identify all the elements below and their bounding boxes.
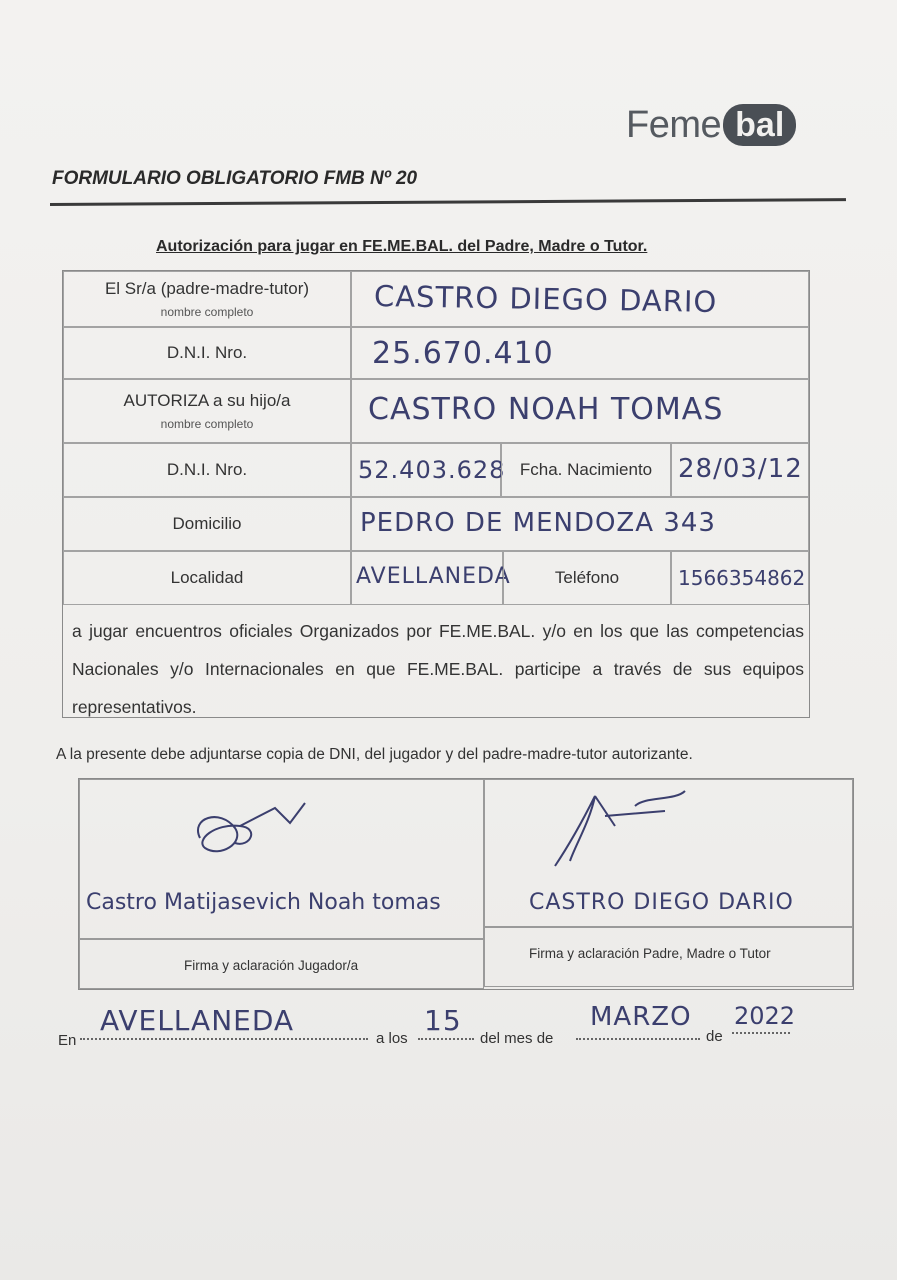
femebal-logo [626,98,796,152]
parent-caption-cell [484,927,853,987]
dni-label-cell [63,327,351,379]
tutor-label-cell [63,271,351,327]
hijo-label: AUTORIZA a su hijo/a [123,391,291,410]
domicilio-label: Domicilio [172,514,242,533]
dni-value: 25.670.410 [372,336,554,371]
parent-signature-cell[interactable] [484,779,853,927]
footer-a-los-label: a los [376,1030,408,1047]
footer-de-label: de [706,1028,723,1045]
fecha-value-cell[interactable] [671,443,809,497]
footer-year-value[interactable]: 2022 [734,1002,796,1030]
player-caption-cell [79,939,484,989]
title-rule [50,198,846,206]
dni2-label-cell [63,443,351,497]
form-subtitle: Autorización para jugar en FE.ME.BAL. del Padre, Madre o Tutor. [156,238,648,255]
player-signature-cell[interactable] [79,779,484,939]
authorization-paragraph: a jugar encuentros oficiales Organizados por FE.ME.BAL. y/o en los que las competencias Nacionales y/o Internacionales en que FE.ME.BAL. participe a través de sus equipos representativos. [72,621,804,717]
footer-month-value[interactable]: MARZO [590,1002,692,1032]
footer-place-value[interactable]: AVELLANEDA [100,1004,295,1037]
tutor-value: CASTRO DIEGO DARIO [373,279,718,319]
localidad-label-cell [63,551,351,605]
dni-value-cell[interactable] [351,327,809,379]
localidad-value-cell[interactable] [351,551,511,605]
tutor-value-cell[interactable] [351,271,809,327]
logo-text: Feme [626,103,722,146]
hijo-value: CASTRO NOAH TOMAS [368,392,724,427]
footer-day-value[interactable]: 15 [424,1004,462,1037]
dni2-label: D.N.I. Nro. [166,460,248,479]
fecha-value: 28/03/12 [678,454,803,484]
telefono-label: Teléfono [554,568,620,587]
footer-mes-label: del mes de [480,1030,554,1047]
fecha-label: Fcha. Nacimiento [519,460,653,479]
fecha-label-cell [501,443,671,497]
telefono-value: 1566354862 [678,566,806,590]
hijo-sublabel: nombre completo [160,417,254,431]
dni-label: D.N.I. Nro. [166,343,248,362]
dni2-value-cell[interactable] [351,443,506,497]
tutor-label: El Sr/a (padre-madre-tutor) [104,279,310,298]
hijo-label-cell [63,379,351,443]
attachment-note: A la presente debe adjuntarse copia de DNI, del jugador y del padre-madre-tutor autorizante. [56,746,693,763]
logo-pill: bal [723,104,796,146]
hijo-value-cell[interactable] [351,379,809,443]
player-signature-name: Castro Matijasevich Noah tomas [86,890,441,915]
form-title: FORMULARIO OBLIGATORIO FMB Nº 20 [52,168,418,189]
footer-en-label: En [58,1032,77,1049]
telefono-label-cell [503,551,671,605]
signature-table [78,778,854,990]
parent-signature-name: CASTRO DIEGO DARIO [529,890,794,915]
parent-signature-mark [545,786,695,876]
month-dotted-line [576,1032,700,1040]
telefono-value-cell[interactable] [671,551,809,605]
player-caption: Firma y aclaración Jugador/a [184,958,359,973]
domicilio-value-cell[interactable] [351,497,809,551]
parent-caption: Firma y aclaración Padre, Madre o Tutor [529,946,771,961]
domicilio-label-cell [63,497,351,551]
tutor-sublabel: nombre completo [160,305,254,319]
localidad-label: Localidad [170,568,244,587]
player-signature-mark [180,798,330,868]
domicilio-value: PEDRO DE MENDOZA 343 [360,508,716,538]
localidad-value: AVELLANEDA [356,564,511,589]
dni2-value: 52.403.628 [358,456,506,484]
